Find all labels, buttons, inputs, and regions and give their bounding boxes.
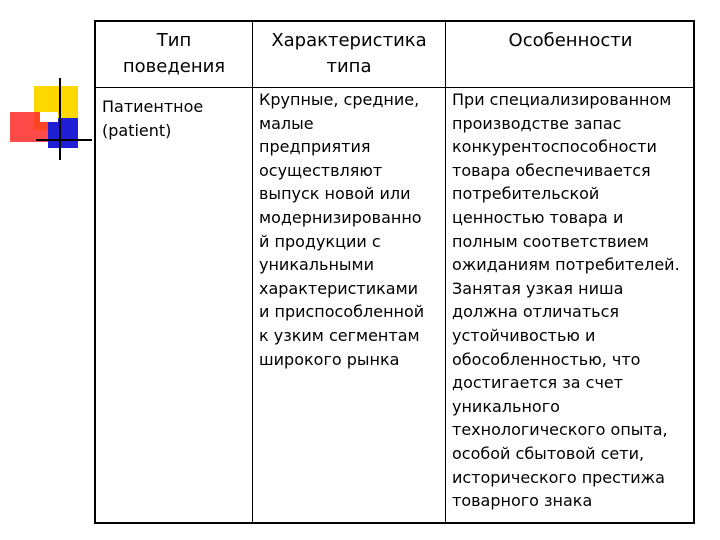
behavior-table [94, 20, 695, 524]
decor-blue-square [48, 118, 78, 148]
decor-horizontal-line [36, 139, 92, 141]
cell-characteristic: Крупные, средние, малые предприятия осуществляют выпуск новой или модернизированно й продукции с уникальными характеристиками и приспособленной к узким сегментам широкого рынка [259, 90, 425, 369]
column-divider [445, 22, 446, 522]
decor-vertical-line [59, 78, 61, 160]
column-divider [252, 22, 253, 522]
cell-type: Патиентное (patient) [102, 97, 204, 140]
header-features: Особенности [508, 30, 633, 51]
decor-white-square [40, 112, 58, 122]
cell-features: При специализированном производстве запас конкурентоспособности товара обеспечивается потребительской ценностью товара и полным соответствием ожиданиям потребителей. Занятая узкая ниша должна отличаться устойчивостью и обособленностью, что достигается за счет уникального технологического опыта, особой сбытовой сети, исторического престижа товарного знака [452, 90, 680, 511]
header-type: Тип поведения [122, 30, 226, 77]
header-characteristic: Характеристика типа [271, 30, 427, 77]
